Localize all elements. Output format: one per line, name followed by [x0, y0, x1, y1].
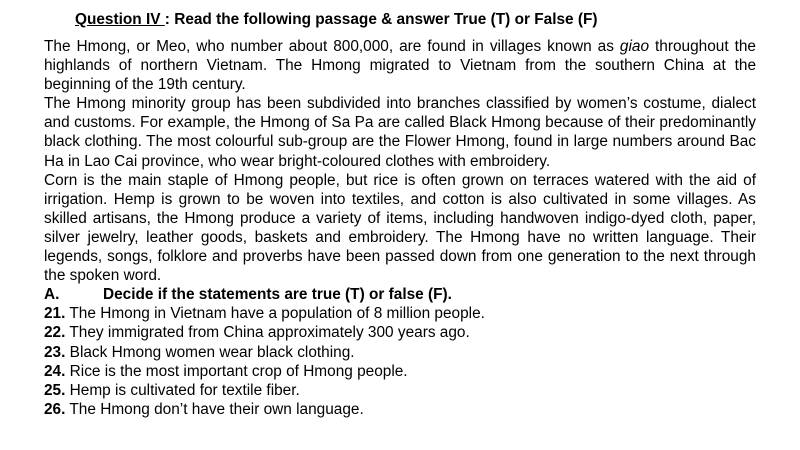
section-letter: A. [44, 286, 60, 304]
statement-item [44, 304, 756, 323]
statement-text: The Hmong don’t have their own language. [65, 400, 364, 418]
statement-list [44, 304, 756, 419]
statement-item [44, 381, 756, 400]
passage-paragraph-1 [44, 37, 756, 94]
statement-number: 25. [44, 381, 66, 399]
passage-p1-text-end: throughout the highlands of northern Vietnam. The Hmong migrated to Vietnam from the southern China at the beginning of the 19th century. [44, 38, 756, 94]
question-heading [75, 10, 756, 29]
passage-paragraph-3: Corn is the main staple of Hmong people, but rice is often grown on terraces watered with the aid of irrigation. Hemp is grown to be woven into textiles, and cotton is also cultivated in some villages. As skilled artisans, the Hmong produce a variety of items, including handwoven indigo-dyed cloth, paper, silver jewelry, leather goods, baskets and embroidery. The Hmong have no written language. Their legends, songs, folklore and proverbs have been passed down from one generation to the next through the spoken word. [44, 171, 756, 285]
statement-item [44, 362, 756, 381]
statement-text: The Hmong in Vietnam have a population of 8 million people. [65, 305, 485, 323]
passage-p1-text-start: The Hmong, or Meo, who number about 800,000, are found in villages known as [44, 38, 620, 55]
passage-p1-italic-term: giao [619, 38, 650, 55]
worksheet-page [44, 10, 756, 419]
statement-number: 21. [44, 305, 66, 323]
statement-text: Hemp is cultivated for textile fiber. [65, 381, 300, 399]
statement-item [44, 343, 756, 362]
section-title: Decide if the statements are true (T) or false (F). [103, 286, 452, 304]
statement-text: Black Hmong women wear black clothing. [65, 343, 355, 361]
question-label: Question IV [75, 11, 165, 28]
statement-number: 23. [44, 343, 66, 361]
statement-number: 26. [44, 400, 66, 418]
statement-text: They immigrated from China approximately 300 years ago. [65, 324, 470, 342]
passage-paragraph-2: The Hmong minority group has been subdivided into branches classified by women’s costume, dialect and customs. For example, the Hmong of Sa Pa are called Black Hmong because of their predominantly black clothing. The most colourful sub-group are the Flower Hmong, found in large numbers around Bac Ha in Lao Cai province, who wear bright-coloured clothes with embroidery. [44, 95, 756, 170]
statement-number: 22. [44, 324, 66, 342]
statement-item [44, 400, 756, 419]
statement-text: Rice is the most important crop of Hmong people. [65, 362, 408, 380]
statement-item [44, 323, 756, 342]
statement-number: 24. [44, 362, 66, 380]
section-a-heading [44, 285, 756, 304]
question-instruction: : Read the following passage & answer True (T) or False (F) [164, 11, 598, 28]
